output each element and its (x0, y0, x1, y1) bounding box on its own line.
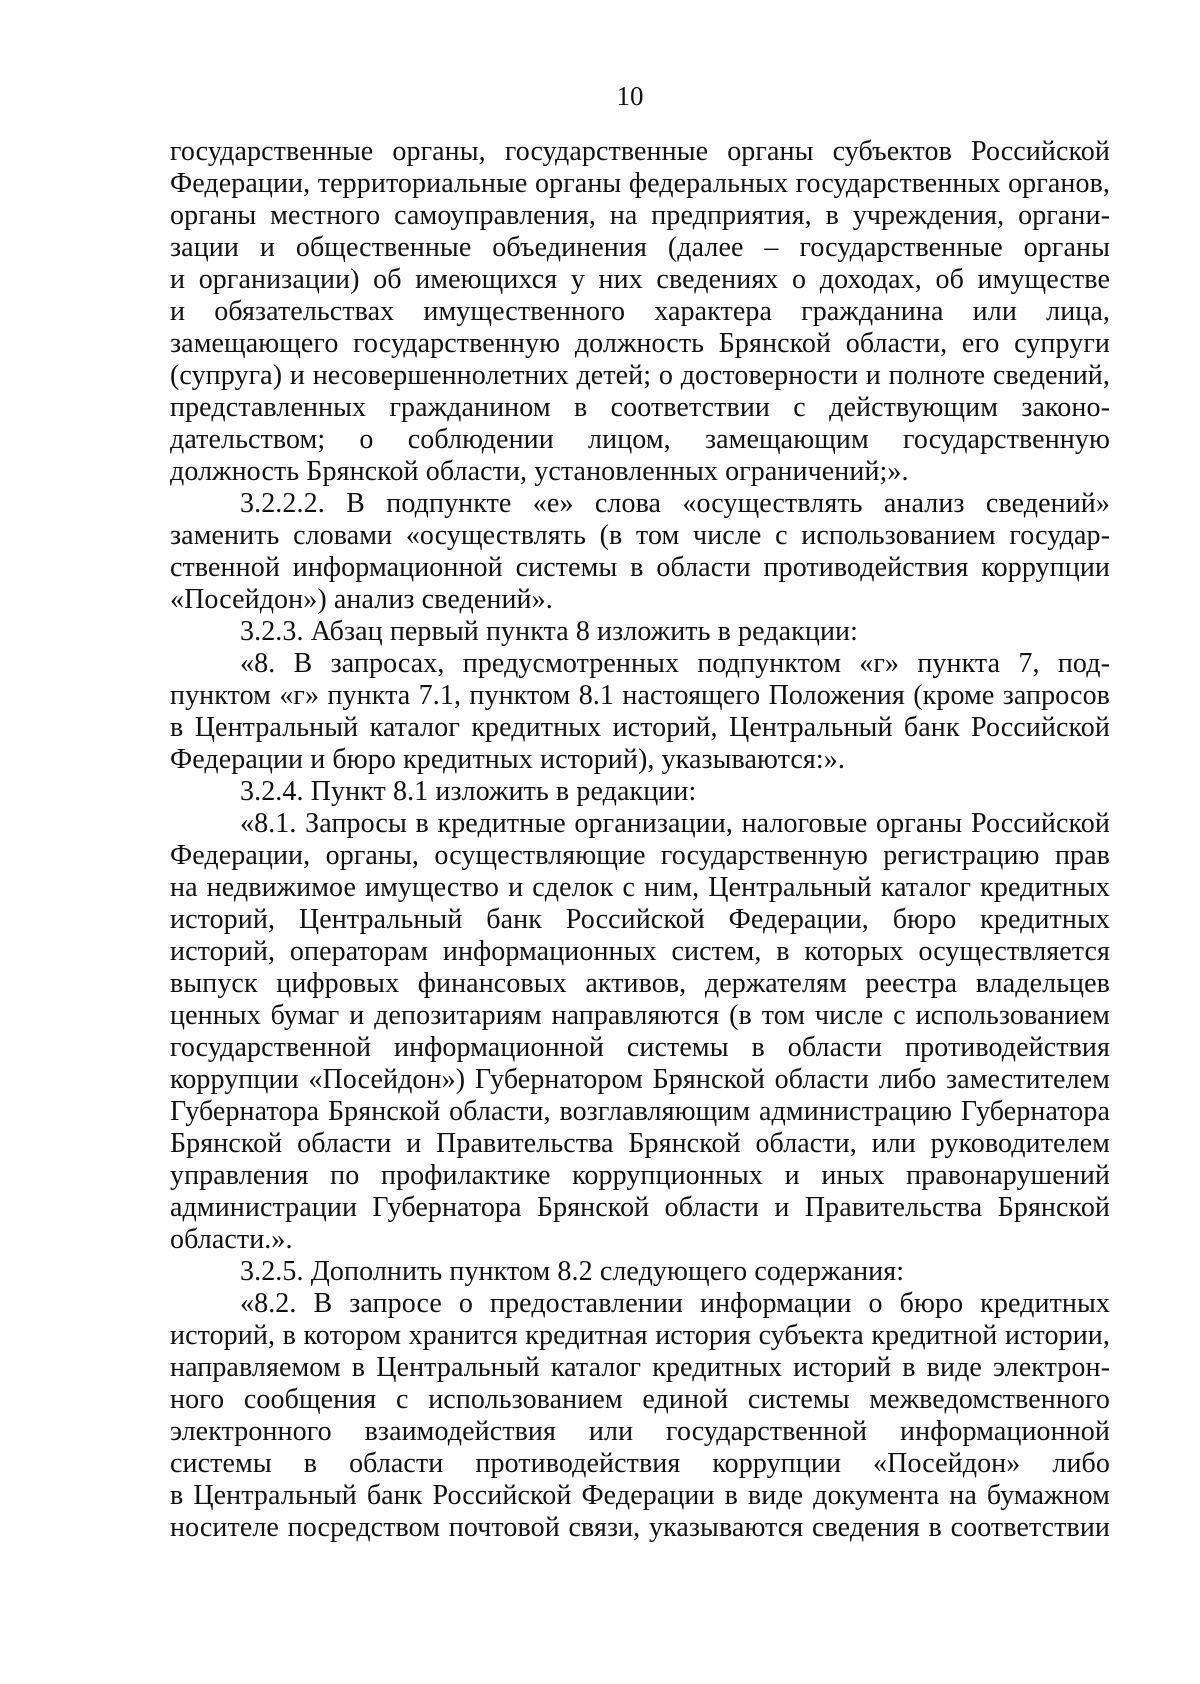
text-line: выпуск цифровых финансовых активов, держателям реестра владельцев (170, 968, 1110, 999)
text-line: 3.2.5. Дополнить пунктом 8.2 следующего содержания: (240, 1256, 905, 1287)
text-line: Федерации и бюро кредитных историй), указываются:». (170, 744, 845, 775)
text-line: должность Брянской области, установленных ограничений;». (170, 456, 909, 487)
text-line: Губернатора Брянской области, возглавляющим администрацию Губернатора (170, 1096, 1110, 1127)
text-line: системы в области противодействия коррупции «Посейдон» либо (170, 1448, 1110, 1479)
text-line: направляемом в Центральный каталог кредитных историй в виде электрон- (170, 1352, 1110, 1383)
text-line: ственной информационной системы в области противодействия коррупции (170, 552, 1110, 583)
text-line: Брянской области и Правительства Брянской области, или руководителем (170, 1128, 1110, 1159)
text-line: заменить словами «осуществлять (в том числе с использованием государ- (170, 520, 1110, 551)
text-line: зации и общественные объединения (далее – государственные органы (170, 232, 1110, 263)
text-line: «8. В запросах, предусмотренных подпунктом «г» пункта 7, под- (240, 648, 1110, 679)
text-line: органы местного самоуправления, на предприятия, в учреждения, органи- (170, 200, 1110, 231)
text-line: государственные органы, государственные органы субъектов Российской (170, 136, 1110, 167)
text-line: Федерации, территориальные органы федеральных государственных органов, (170, 168, 1110, 199)
text-line: «Посейдон») анализ сведений». (170, 584, 553, 615)
text-line: 3.2.3. Абзац первый пункта 8 изложить в редакции: (240, 616, 859, 647)
text-line: историй, операторам информационных систем, в которых осуществляется (170, 936, 1110, 967)
text-line: ного сообщения с использованием единой системы межведомственного (170, 1384, 1110, 1415)
text-line: в Центральный каталог кредитных историй, Центральный банк Российской (170, 712, 1110, 743)
text-line: администрации Губернатора Брянской области и Правительства Брянской (170, 1192, 1110, 1223)
text-line: коррупции «Посейдон») Губернатором Брянской области либо заместителем (170, 1064, 1110, 1095)
text-line: «8.1. Запросы в кредитные организации, налоговые органы Российской (240, 808, 1110, 839)
text-line: (супруга) и несовершеннолетних детей; о достоверности и полноте сведений, (170, 360, 1110, 391)
text-line: носителе посредством почтовой связи, указываются сведения в соответствии (170, 1512, 1110, 1543)
text-line: замещающего государственную должность Брянской области, его супруги (170, 328, 1110, 359)
page-number: 10 (616, 81, 644, 111)
text-line: историй, Центральный банк Российской Федерации, бюро кредитных (170, 904, 1110, 935)
text-line: пунктом «г» пункта 7.1, пунктом 8.1 настоящего Положения (кроме запросов (170, 680, 1110, 711)
text-line: электронного взаимодействия или государственной информационной (170, 1416, 1110, 1447)
text-line: представленных гражданином в соответствии с действующим законо- (170, 392, 1110, 423)
text-line: «8.2. В запросе о предоставлении информации о бюро кредитных (240, 1288, 1110, 1319)
text-line: в Центральный банк Российской Федерации в виде документа на бумажном (170, 1480, 1110, 1511)
text-line: Федерации, органы, осуществляющие государственную регистрацию прав (170, 840, 1110, 871)
text-line: 3.2.2.2. В подпункте «е» слова «осуществлять анализ сведений» (240, 488, 1110, 519)
text-line: ценных бумаг и депозитариям направляются (в том числе с использованием (170, 1000, 1110, 1031)
text-line: государственной информационной системы в области противодействия (170, 1032, 1110, 1063)
text-line: и обязательствах имущественного характера гражданина или лица, (170, 296, 1110, 327)
text-line: историй, в котором хранится кредитная история субъекта кредитной истории, (170, 1320, 1110, 1351)
text-line: области.». (170, 1224, 293, 1255)
text-line: 3.2.4. Пункт 8.1 изложить в редакции: (240, 776, 697, 807)
text-line: дательством; о соблюдении лицом, замещающим государственную (170, 424, 1110, 455)
text-line: на недвижимое имущество и сделок с ним, Центральный каталог кредитных (170, 872, 1110, 903)
text-line: и организации) об имеющихся у них сведениях о доходах, об имуществе (170, 264, 1110, 295)
document-body (170, 136, 1110, 1544)
text-line: управления по профилактике коррупционных и иных правонарушений (170, 1160, 1110, 1191)
